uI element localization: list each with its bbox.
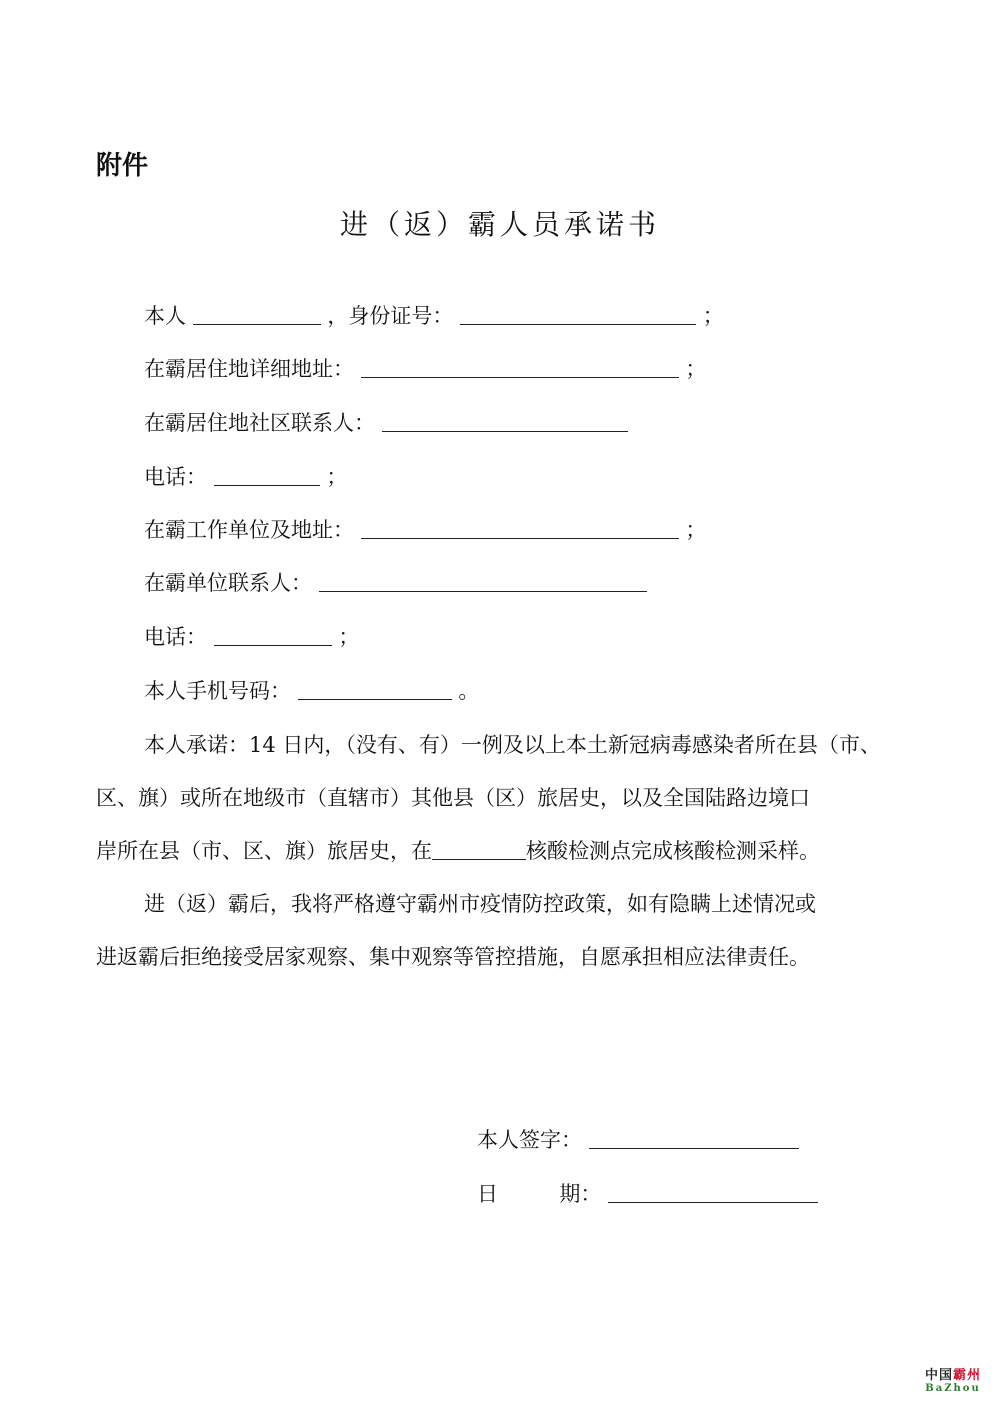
logo-chinese-text bbox=[920, 1364, 986, 1383]
logo-text-bazhou: 霸州 bbox=[953, 1368, 982, 1383]
row-end-semicolon: ； bbox=[685, 518, 707, 542]
row-end-semicolon: ； bbox=[702, 304, 724, 328]
phone-label: 电话： bbox=[144, 465, 207, 489]
commitment-line-3-start: 岸所在县（市、区、旗）旅居史，在 bbox=[96, 839, 432, 863]
commitment-line-4: 进（返）霸后，我将严格遵守霸州市疫情防控政策，如有隐瞒上述情况或 bbox=[144, 892, 816, 916]
signature-blank[interactable] bbox=[589, 1122, 799, 1149]
mobile-row bbox=[144, 673, 479, 709]
commitment-line-5: 进返霸后拒绝接受居家观察、集中观察等管控措施，自愿承担相应法律责任。 bbox=[96, 945, 810, 969]
signature-row bbox=[477, 1122, 799, 1158]
work-unit-row bbox=[144, 512, 706, 548]
community-contact-blank[interactable] bbox=[382, 405, 628, 432]
row-end-semicolon: ； bbox=[326, 465, 348, 489]
commitment-line-2: 区、旗）或所在地级市（直辖市）其他县（区）旅居史，以及全国陆路边境口 bbox=[96, 786, 810, 810]
mobile-blank[interactable] bbox=[298, 673, 452, 700]
document-title: 进（返）霸人员承诺书 bbox=[339, 208, 660, 241]
bazhou-logo bbox=[920, 1364, 986, 1394]
work-unit-blank[interactable] bbox=[361, 512, 679, 539]
name-label: 本人 bbox=[144, 304, 186, 328]
work-contact-blank[interactable] bbox=[319, 565, 647, 592]
work-unit-label: 在霸工作单位及地址： bbox=[144, 518, 354, 542]
date-label-first: 日 bbox=[477, 1182, 498, 1206]
row-end-semicolon: ； bbox=[338, 625, 360, 649]
date-blank[interactable] bbox=[608, 1176, 818, 1203]
work-phone-blank[interactable] bbox=[214, 619, 332, 646]
mobile-end-period: 。 bbox=[458, 679, 480, 703]
date-label-second: 期： bbox=[559, 1182, 602, 1206]
community-phone-blank[interactable] bbox=[214, 459, 320, 486]
attachment-label: 附件 bbox=[96, 151, 149, 181]
logo-text-china: 中国 bbox=[924, 1368, 953, 1383]
id-label: ，身份证号： bbox=[327, 304, 454, 328]
logo-english-text: BaZhou bbox=[925, 1383, 981, 1394]
address-label: 在霸居住地详细地址： bbox=[144, 357, 354, 381]
test-site-blank[interactable] bbox=[432, 833, 526, 860]
row-end-semicolon: ； bbox=[685, 357, 707, 381]
date-row bbox=[477, 1176, 818, 1212]
commitment-line-1: 本人承诺：14 日内，（没有、有）一例及以上本土新冠病毒感染者所在县（市、 bbox=[144, 733, 881, 757]
signature-label: 本人签字： bbox=[477, 1128, 582, 1152]
name-id-row bbox=[144, 298, 724, 334]
community-phone-row bbox=[144, 459, 347, 495]
work-contact-label: 在霸单位联系人： bbox=[144, 571, 312, 595]
id-number-blank[interactable] bbox=[460, 298, 696, 325]
commitment-line-3 bbox=[96, 833, 820, 869]
commitment-line-3-end: 核酸检测点完成核酸检测采样。 bbox=[526, 839, 820, 863]
mobile-label: 本人手机号码： bbox=[144, 679, 291, 703]
community-contact-label: 在霸居住地社区联系人： bbox=[144, 411, 375, 435]
community-contact-row bbox=[144, 405, 628, 441]
work-phone-row bbox=[144, 619, 359, 655]
address-blank[interactable] bbox=[361, 351, 679, 378]
name-blank[interactable] bbox=[193, 298, 321, 325]
address-row bbox=[144, 351, 706, 387]
work-contact-row bbox=[144, 565, 647, 601]
phone-label: 电话： bbox=[144, 625, 207, 649]
